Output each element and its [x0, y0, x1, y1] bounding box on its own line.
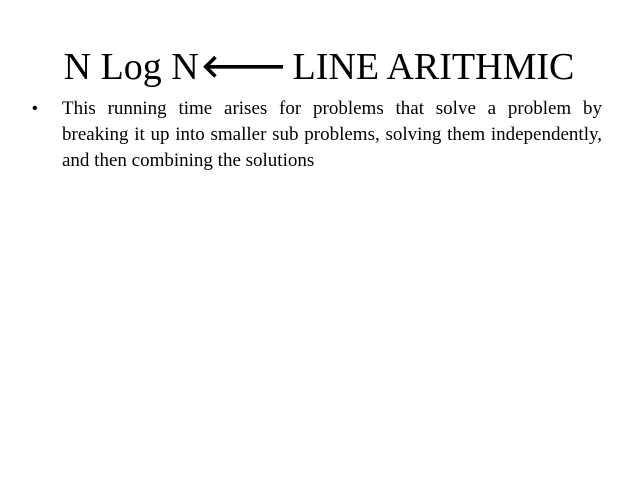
bullet-text: This running time arises for problems that solve a problem by breaking it up into smaller sub problems, solving them independently, and then combining the solutions [62, 98, 602, 171]
title-text-before: N Log N [63, 46, 199, 88]
bullet-item [30, 96, 602, 174]
bullet-marker: • [32, 100, 38, 117]
slide-title [0, 42, 638, 91]
title-text-after: LINE ARITHMIC [292, 46, 575, 88]
slide-body [30, 96, 602, 174]
arrow-left-icon: 🡐 [200, 47, 287, 85]
